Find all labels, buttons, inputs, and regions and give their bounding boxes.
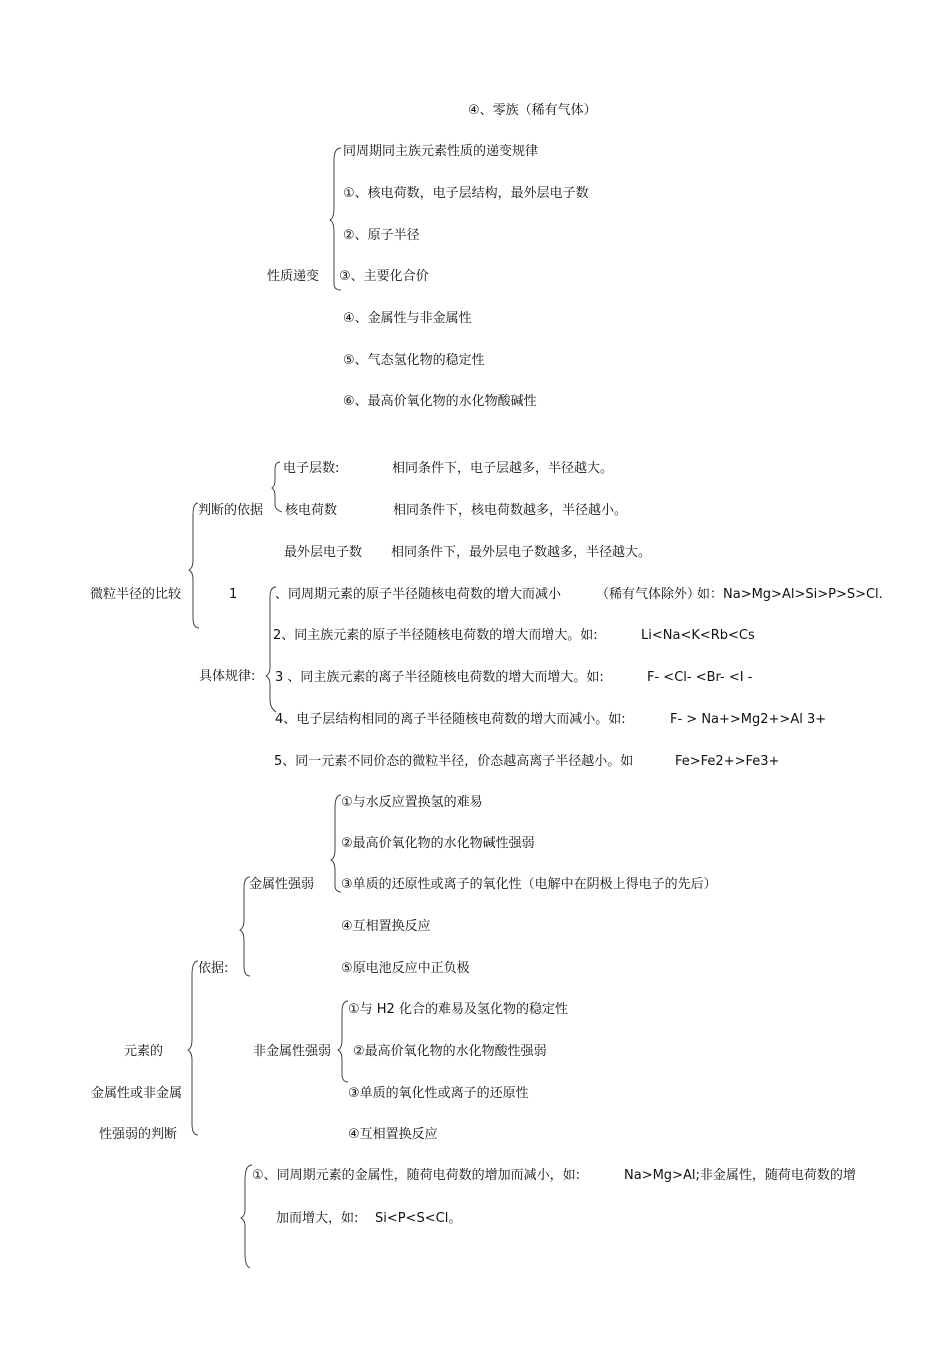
rule-2-example: Li<Na<K<Rb<Cs (641, 628, 755, 643)
metal-item-4: ④互相置换反应 (341, 919, 431, 934)
brace-specific-rules (266, 587, 276, 712)
brace-particle-radius (189, 503, 199, 628)
brace-element-judgement (188, 961, 198, 1135)
period-rule-line2: 加而增大，如: (276, 1211, 359, 1226)
period-rule-example2: Si<P<S<Cl。 (375, 1211, 462, 1226)
brace-basis (272, 462, 282, 512)
element-judge-label-2: 金属性或非金属 (91, 1086, 183, 1101)
rule1-number: 1 (229, 587, 238, 602)
nonmetal-item-1: ①与 H2 化合的难易及氢化物的稳定性 (348, 1002, 568, 1017)
basis-name-charge: 核电荷数 (285, 503, 338, 518)
rule-4-example: F- > Na+>Mg2+>Al 3+ (670, 712, 827, 727)
zero-group-item: ④、零族（稀有气体） (468, 103, 597, 118)
rule-2: 2、同主族元素的原子半径随核电荷数的增大而增大。如: (273, 628, 598, 643)
trend-item-1: ①、核电荷数，电子层结构，最外层电子数 (343, 186, 589, 201)
nonmetal-item-3: ③单质的氧化性或离子的还原性 (348, 1086, 529, 1101)
basis-name-outer: 最外层电子数 (284, 545, 363, 560)
trend-item-5: ⑤、气态氢化物的稳定性 (343, 353, 485, 368)
nonmetal-item-2: ②最高价氧化物的水化物酸性强弱 (353, 1044, 547, 1059)
element-judge-label-3: 性强弱的判断 (99, 1127, 178, 1142)
trend-item-title: 同周期同主族元素性质的递变规律 (343, 144, 539, 159)
brace-metal (331, 795, 341, 892)
metal-item-5: ⑤原电池反应中正负极 (341, 961, 470, 976)
period-rule-example: Na>Mg>Al;非金属性，随荷电荷数的增 (624, 1168, 856, 1183)
rule-3: 3 、同主族元素的离子半径随核电荷数的增大而增大。如: (275, 670, 604, 685)
basis-label: 判断的依据 (198, 503, 264, 518)
element-judge-label-1: 元素的 (124, 1044, 164, 1059)
judge-basis-label: 依据: (198, 961, 229, 976)
property-trend-label: 性质递变 (267, 269, 320, 284)
period-rule-line1: ①、同周期元素的金属性，随荷电荷数的增加而减小，如: (252, 1168, 581, 1183)
basis-name-shells: 电子层数: (283, 461, 340, 476)
nonmetal-item-4: ④互相置换反应 (348, 1127, 438, 1142)
brace-nonmetal (338, 1001, 348, 1082)
nonmetal-label: 非金属性强弱 (253, 1044, 332, 1059)
metal-item-1: ①与水反应置换氢的难易 (341, 795, 483, 810)
metal-label: 金属性强弱 (249, 877, 315, 892)
basis-rule-outer: 相同条件下，最外层电子数越多，半径越大。 (391, 545, 652, 560)
basis-rule-charge: 相同条件下，核电荷数越多，半径越小。 (393, 503, 628, 518)
trend-item-2: ②、原子半径 (343, 228, 420, 243)
metal-item-2: ②最高价氧化物的水化物碱性强弱 (341, 836, 535, 851)
trend-item-3: ③、主要化合价 (339, 269, 429, 284)
rule-5: 5、同一元素不同价态的微粒半径，价态越高离子半径越小。如 (274, 754, 634, 769)
specific-rules-label: 具体规律: (199, 669, 256, 684)
rule-5-example: Fe>Fe2+>Fe3+ (675, 754, 780, 769)
rule-4: 4、电子层结构相同的离子半径随核电荷数的增大而减小。如: (275, 712, 626, 727)
trend-item-4: ④、金属性与非金属性 (343, 311, 472, 326)
rule-1-example: 如：Na>Mg>Al>Si>P>S>Cl. (697, 587, 883, 602)
rule-3-example: F- <Cl- <Br- <I - (647, 670, 753, 685)
metal-item-3: ③单质的还原性或离子的氧化性（电解中在阴极上得电子的先后） (341, 877, 717, 892)
trend-item-6: ⑥、最高价氧化物的水化物酸碱性 (343, 394, 537, 409)
brace-period-rule (241, 1165, 252, 1268)
basis-rule-shells: 相同条件下，电子层越多，半径越大。 (392, 461, 614, 476)
rule-1: 、同周期元素的原子半径随核电荷数的增大而减小 (275, 587, 562, 602)
particle-radius-label: 微粒半径的比较 (90, 587, 182, 602)
rule-1-note: （稀有气体除外） (596, 587, 701, 602)
